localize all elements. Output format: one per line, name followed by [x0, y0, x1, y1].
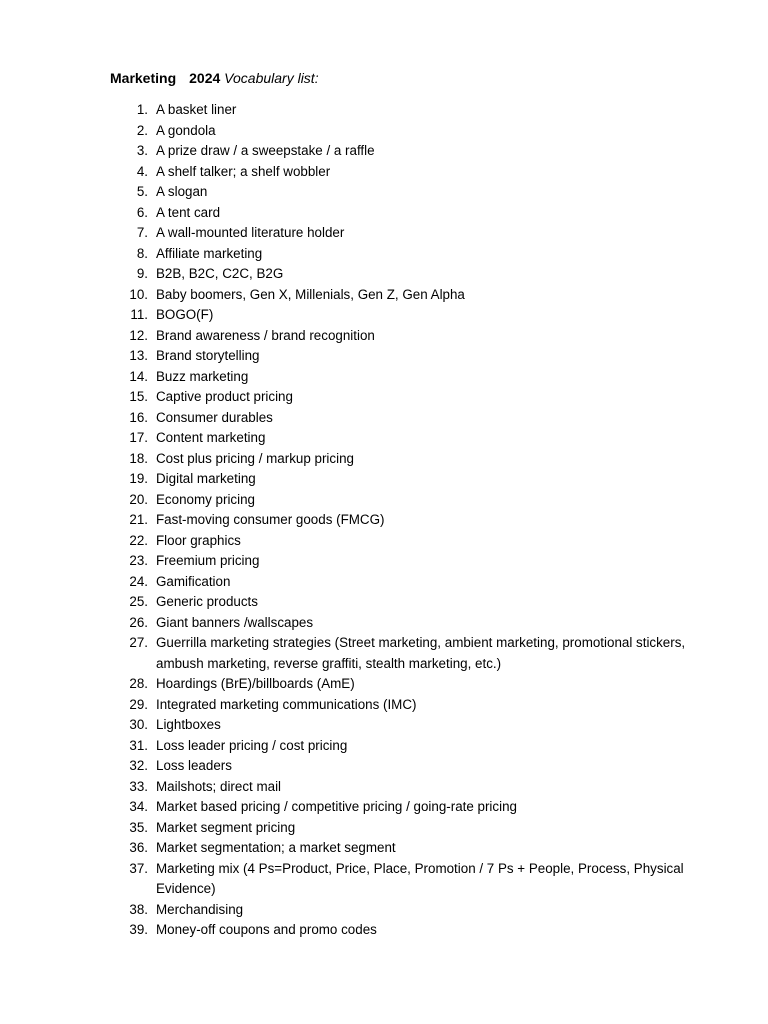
list-item-text: Consumer durables: [156, 409, 273, 425]
list-item: [0, 715, 736, 736]
list-item: [0, 736, 736, 757]
list-item: [0, 490, 736, 511]
list-item-number: 21.: [129, 512, 148, 527]
document-heading: [110, 68, 319, 88]
list-item: [0, 387, 736, 408]
list-item-text: A basket liner: [156, 102, 237, 117]
list-item: [0, 510, 736, 531]
list-item-text: A gondola: [156, 122, 216, 138]
list-item-text: Brand awareness / brand recognition: [156, 327, 375, 343]
list-item-number: 5.: [136, 184, 148, 199]
list-item-text: Market based pricing / competitive pricing / going-rate pricing: [156, 799, 517, 814]
list-item-text: Merchandising: [156, 901, 244, 917]
list-item: [0, 797, 736, 818]
list-item-number: 33.: [129, 778, 148, 794]
list-item-text: Mailshots; direct mail: [156, 778, 282, 794]
list-item-text: Captive product pricing: [156, 389, 293, 404]
list-item-number: 30.: [129, 717, 148, 732]
list-item-number: 38.: [129, 901, 148, 917]
list-item-text: Freemium pricing: [156, 553, 260, 568]
heading-year: 2024: [189, 70, 221, 86]
list-item-number: 1.: [136, 102, 148, 117]
list-item-number: 31.: [129, 737, 148, 753]
list-item-number: 2.: [136, 122, 148, 138]
list-item-text: Baby boomers, Gen X, Millenials, Gen Z, Gen Alpha: [156, 286, 465, 302]
list-item-text: Giant banners /wallscapes: [156, 614, 314, 630]
list-item: [0, 859, 736, 900]
list-item-number: 14.: [129, 368, 148, 384]
heading-subtitle: Vocabulary list:: [224, 70, 319, 86]
list-item-text: A prize draw / a sweepstake / a raffle: [156, 143, 375, 158]
list-item-text: Floor graphics: [156, 532, 241, 548]
list-item-text: Integrated marketing communications (IMC): [156, 696, 417, 712]
list-item-text: Affiliate marketing: [156, 245, 263, 261]
list-item-text: A slogan: [156, 184, 208, 199]
list-item-number: 3.: [136, 143, 148, 158]
list-item-number: 35.: [129, 819, 148, 835]
list-item-number: 22.: [129, 532, 148, 548]
list-item: [0, 756, 736, 777]
list-item-number: 10.: [129, 286, 148, 302]
list-item: [0, 305, 736, 326]
list-item: [0, 592, 736, 613]
list-item-text: Brand storytelling: [156, 348, 260, 363]
vocabulary-list: [0, 100, 768, 941]
list-item-number: 29.: [129, 696, 148, 712]
list-item: [0, 223, 736, 244]
list-item: [0, 838, 736, 859]
list-item: [0, 367, 736, 388]
list-item-number: 28.: [129, 676, 148, 691]
list-item-number: 15.: [129, 389, 148, 404]
list-item-number: 36.: [129, 840, 148, 855]
list-item-number: 19.: [129, 471, 148, 486]
list-item: [0, 285, 736, 306]
list-item-text: Marketing mix (4 Ps=Product, Price, Place, Promotion / 7 Ps + People, Process, Physical Evidence): [156, 860, 684, 896]
list-item: [0, 162, 736, 183]
list-item-text: Gamification: [156, 573, 231, 589]
list-item-number: 13.: [129, 348, 148, 363]
list-item-text: A wall-mounted literature holder: [156, 225, 345, 240]
list-item: [0, 633, 736, 674]
list-item: [0, 244, 736, 265]
list-item: [0, 346, 736, 367]
list-item-text: Market segment pricing: [156, 819, 296, 835]
list-item: [0, 900, 736, 921]
list-item-text: B2B, B2C, C2C, B2G: [156, 266, 284, 281]
list-item: [0, 818, 736, 839]
list-item: [0, 551, 736, 572]
list-item: [0, 182, 736, 203]
list-item-text: Guerrilla marketing strategies (Street marketing, ambient marketing, promotional stickers, ambush marketing, reverse graffiti, stealth marketing, etc.): [156, 635, 686, 671]
list-item: [0, 572, 736, 593]
list-item-text: Loss leader pricing / cost pricing: [156, 737, 348, 753]
list-item-number: 18.: [129, 450, 148, 466]
list-item: [0, 121, 736, 142]
list-item-text: Content marketing: [156, 430, 266, 445]
list-item-text: Loss leaders: [156, 758, 232, 773]
list-item-text: BOGO(F): [156, 307, 214, 322]
list-item-number: 34.: [129, 799, 148, 814]
list-item-text: Buzz marketing: [156, 368, 249, 384]
list-item-number: 26.: [129, 614, 148, 630]
list-item-number: 25.: [129, 594, 148, 609]
list-item-number: 27.: [129, 635, 148, 650]
list-item-number: 12.: [129, 327, 148, 343]
list-item: [0, 428, 736, 449]
list-item-text: Lightboxes: [156, 717, 221, 732]
list-item-text: Generic products: [156, 594, 258, 609]
list-item-number: 8.: [136, 245, 148, 261]
list-item-number: 11.: [130, 307, 148, 322]
list-item: [0, 613, 736, 634]
list-item: [0, 777, 736, 798]
list-item: [0, 469, 736, 490]
list-item: [0, 141, 736, 162]
list-item: [0, 449, 736, 470]
list-item-text: A shelf talker; a shelf wobbler: [156, 163, 331, 179]
list-item-number: 7.: [136, 225, 148, 240]
list-item: [0, 100, 736, 121]
list-item-number: 24.: [129, 573, 148, 589]
list-item: [0, 264, 736, 285]
list-item: [0, 326, 736, 347]
list-item-number: 37.: [129, 860, 148, 876]
list-item: [0, 695, 736, 716]
list-item-text: Economy pricing: [156, 491, 255, 507]
list-item-number: 23.: [129, 553, 148, 568]
list-item: [0, 408, 736, 429]
list-item-text: Hoardings (BrE)/billboards (AmE): [156, 676, 355, 691]
list-item-text: Cost plus pricing / markup pricing: [156, 450, 354, 466]
list-item-number: 17.: [129, 430, 148, 445]
list-item: [0, 674, 736, 695]
list-item-number: 9.: [136, 266, 148, 281]
heading-subject: Marketing: [110, 70, 177, 86]
list-item-text: Money-off coupons and promo codes: [156, 922, 377, 937]
list-item-number: 20.: [129, 491, 148, 507]
list-item-number: 32.: [129, 758, 148, 773]
list-item-text: A tent card: [156, 204, 221, 220]
list-item-number: 16.: [129, 409, 148, 425]
list-item: [0, 203, 736, 224]
list-item-text: Market segmentation; a market segment: [156, 840, 396, 855]
list-item-number: 6.: [136, 204, 148, 220]
list-item-number: 4.: [136, 163, 148, 179]
list-item-text: Fast-moving consumer goods (FMCG): [156, 512, 385, 527]
list-item: [0, 531, 736, 552]
list-item-text: Digital marketing: [156, 471, 256, 486]
list-item-number: 39.: [129, 922, 148, 937]
list-item: [0, 920, 736, 941]
